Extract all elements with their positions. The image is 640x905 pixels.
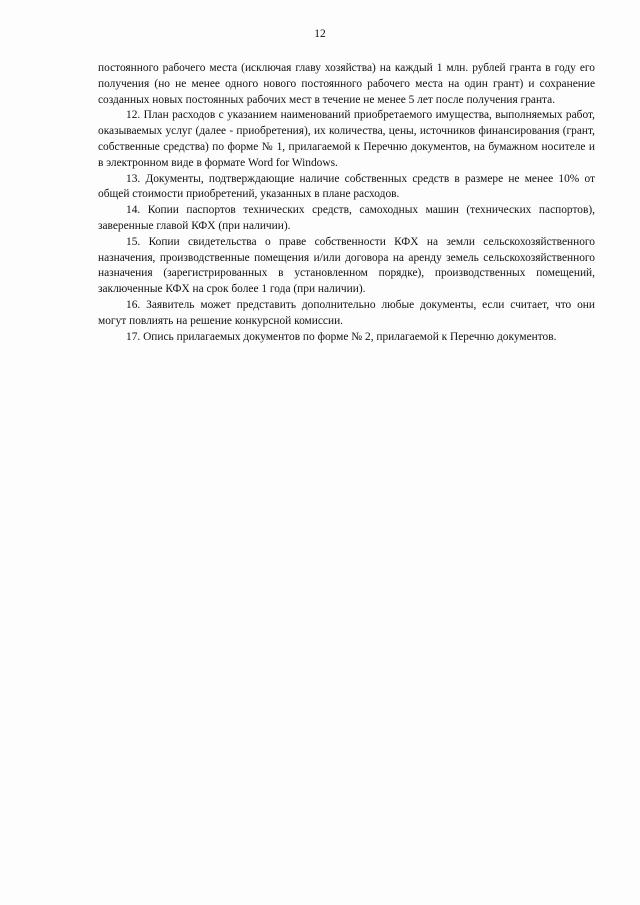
paragraph-item-17: 17. Опись прилагаемых документов по форме № 2, прилагаемой к Перечню документов. — [126, 330, 557, 343]
paragraph-item-13: 13. Документы, подтверждающие наличие собственных средств в размере не менее 10% от общей стоимости приобретений, указанных в плане расходов. — [98, 172, 595, 201]
paragraph-item-12: 12. План расходов с указанием наименований приобретаемого имущества, выполняемых работ, оказываемых услуг (далее - приобретения), их количества, цены, источников финансирования (грант, собственные средства) по форме № 1, прилагаемой к Перечню документов, на бумажном носителе и в электронном виде в формате Word for Windows. — [98, 109, 595, 169]
page-number: 12 — [314, 28, 326, 40]
paragraph-item-14: 14. Копии паспортов технических средств, самоходных машин (технических паспортов), заверенные главой КФХ (при наличии). — [98, 204, 595, 232]
document-body — [98, 61, 595, 345]
paragraph-continuation: постоянного рабочего места (исключая главу хозяйства) на каждый 1 млн. рублей гранта в году его получения (но не менее одного нового постоянного рабочего места на один грант) и сохранение созданных новых постоянных рабочих мест в течение не менее 5 лет после получения гранта. — [98, 62, 595, 106]
paragraph-item-16: 16. Заявитель может представить дополнительно любые документы, если считает, что они могут повлиять на решение конкурсной комиссии. — [98, 298, 595, 327]
paragraph-item-15: 15. Копии свидетельства о праве собственности КФХ на земли сельскохозяйственного назначения, производственные помещения и/или договора на аренду земель сельскохозяйственного назначения (зарегистрированных в установленном порядке), производственных помещений, заключенные КФХ на срок более 1 года (при наличии). — [98, 235, 595, 296]
